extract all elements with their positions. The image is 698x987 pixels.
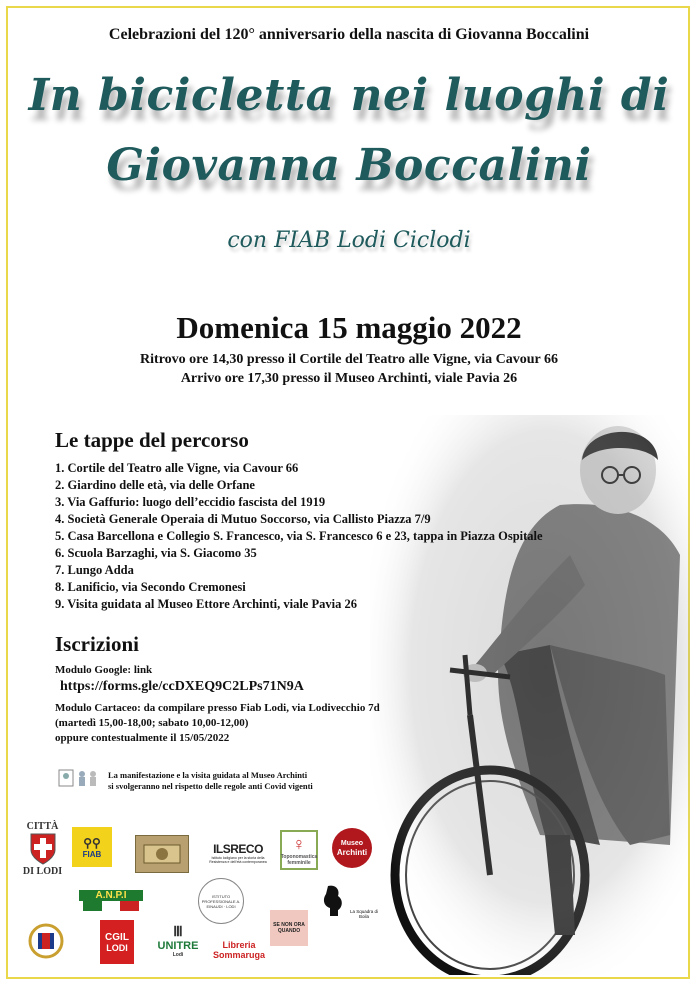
bicycle-icon: ⚲⚲ — [83, 835, 101, 850]
anpi-logo — [83, 887, 139, 913]
covid-note-line-2: si svolgeranno nel rispetto delle regole anti Covid vigenti — [108, 781, 313, 791]
ilsreco-sub-label: Istituto lodigiano per la storia della Resistenza e dell'età contemporanea — [209, 856, 267, 864]
se-non-ora-quando-logo — [270, 910, 308, 946]
libreria-sub-label: Sommaruga — [213, 950, 266, 960]
list-item: 4. Società Generale Operaia di Mutuo Soccorso, via Callisto Piazza 7/9 — [55, 512, 431, 526]
fiab-logo — [72, 827, 112, 867]
istituto-label: ISTITUTO PROFESSIONALE A. EINAUDI · LODI — [201, 893, 241, 909]
flag-icon — [83, 901, 139, 911]
meeting-info: Ritrovo ore 14,30 presso il Cortile del Teatro alle Vigne, via Cavour 66 — [140, 352, 558, 367]
museo-label: Museo — [340, 840, 364, 847]
female-symbol-icon: ♀ — [292, 834, 306, 854]
registration-heading: Iscrizioni — [55, 632, 139, 656]
cgil-sub-label: LODI — [106, 942, 128, 953]
list-item: 3. Via Gaffurio: luogo dell’eccidio fascista del 1919 — [55, 495, 326, 509]
cgil-logo — [100, 920, 134, 964]
quando-label: SE NON ORA QUANDO — [273, 922, 305, 934]
toponomastica-logo — [280, 830, 318, 870]
title-line-1: In bicicletta nei luoghi di — [28, 70, 670, 121]
list-item: 1. Cortile del Teatro alle Vigne, via Cavour 66 — [55, 461, 299, 475]
list-item: 9. Visita guidata al Museo Ettore Archinti, viale Pavia 26 — [55, 597, 357, 611]
citta-di-lodi-logo — [20, 815, 65, 883]
fiab-label: FIAB — [82, 849, 102, 859]
toponomastica-label: Toponomastica femminile — [280, 854, 318, 866]
google-form-link[interactable]: https://forms.gle/ccDXEQ9C2LPs71N9A — [60, 679, 304, 694]
covid-note-line-1: La manifestazione e la visita guidata al Museo Archinti — [108, 770, 308, 780]
society-crest-logo — [135, 835, 189, 873]
list-item: 5. Casa Barcellona e Collegio S. Francesco, via S. Francesco 6 e 23, tappa in Piazza Ospitale — [55, 529, 543, 543]
stages-heading: Le tappe del percorso — [55, 428, 249, 452]
ilsreco-logo — [208, 836, 268, 870]
libreria-sommaruga-logo — [213, 938, 266, 962]
arrival-info: Arrivo ore 17,30 presso il Museo Archinti, viale Pavia 26 — [180, 371, 518, 386]
subtitle: con FIAB Lodi Ciclodi — [227, 228, 471, 253]
citta-top-label: CITTÀ — [26, 821, 59, 832]
museo-archinti-logo — [332, 828, 372, 868]
emblem-icon — [25, 921, 67, 961]
list-item: 7. Lungo Adda — [55, 563, 134, 577]
paper-form-line-1: Modulo Cartaceo: da compilare presso Fiab Lodi, via Lodivecchio 7d — [55, 702, 380, 714]
google-form-label: Modulo Google: link — [55, 664, 153, 676]
cgil-label: CGIL — [105, 931, 129, 943]
covid-rules-icon — [58, 768, 100, 788]
unitre-label: UNITRE — [157, 939, 199, 952]
event-date: Domenica 15 maggio 2022 — [176, 310, 522, 345]
unitre-sub-label: Lodi — [172, 951, 184, 958]
title-line-2: Giovanna Boccalini — [106, 140, 592, 191]
lodi-crest-icon — [28, 832, 58, 866]
unitre-mark-icon: Ⅲ — [173, 922, 183, 939]
paper-form-line-3: oppure contestualmente il 15/05/2022 — [55, 732, 230, 744]
citta-bottom-label: DI LODI — [22, 866, 63, 877]
covid-note — [108, 770, 313, 792]
anpi-label: A.N.P.I — [79, 890, 143, 901]
archinti-label: Archinti — [336, 848, 368, 857]
crest-icon — [142, 841, 182, 867]
list-item: 8. Lanificio, via Secondo Cremonesi — [55, 580, 246, 594]
stages-list — [55, 460, 543, 613]
libreria-label: Libreria — [222, 940, 256, 950]
list-item: 6. Scuola Barzaghi, via S. Giacomo 35 — [55, 546, 257, 560]
ilsreco-label: ILSRECO — [213, 842, 263, 856]
squadra-label: La Squadra di Boila — [349, 909, 379, 919]
circle-emblem-logo — [24, 920, 68, 962]
list-item: 2. Giardino delle età, via delle Orfane — [55, 478, 255, 492]
header-line: Celebrazioni del 120° anniversario della nascita di Giovanna Boccalini — [108, 26, 590, 43]
unitre-logo — [150, 918, 206, 962]
paper-form-line-2: (martedì 15,00-18,00; sabato 10,00-12,00) — [55, 717, 249, 729]
